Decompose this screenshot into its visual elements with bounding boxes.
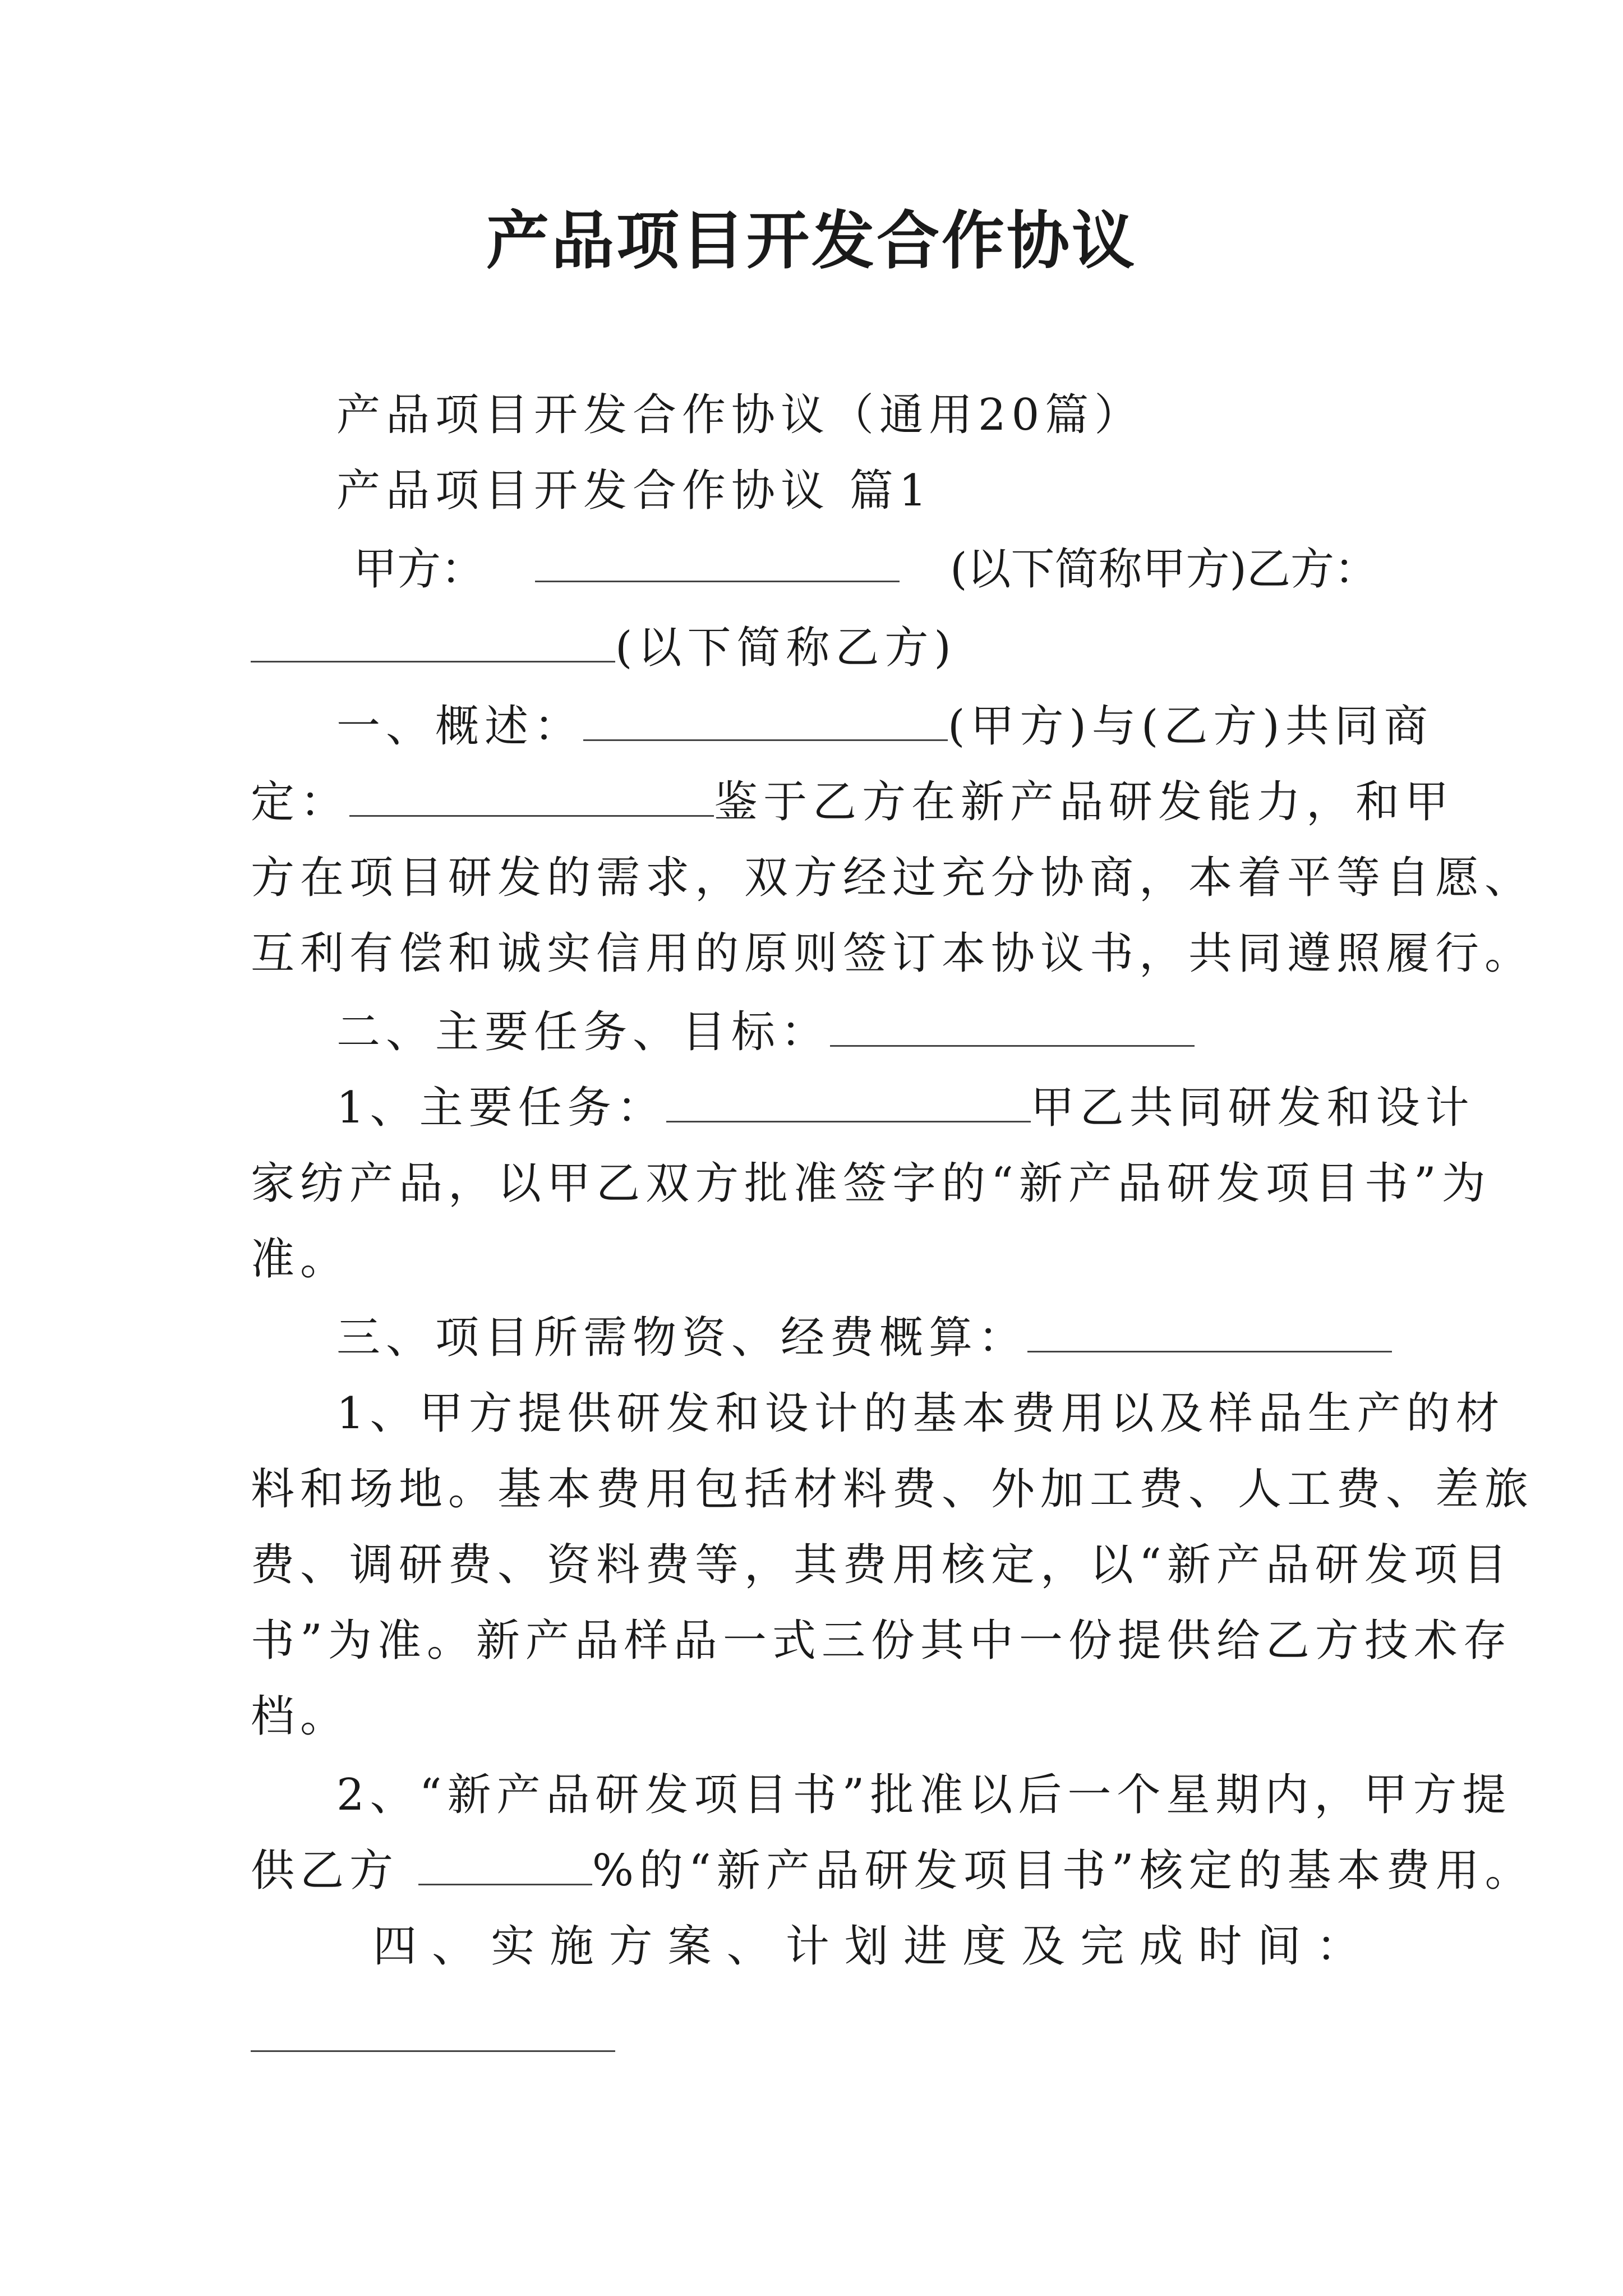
overview-line-2 [251,774,1455,830]
tasks-blank [830,1006,1195,1047]
task1-blank [666,1082,1031,1122]
plan-heading-char: 时 [1198,1921,1242,1972]
overview-agree-label: 定： [251,777,350,827]
document-subtitle: 产品项目开发合作协议（通用20篇） [336,390,1144,440]
tasks-line [336,1004,1378,1060]
plan-heading-char: 四 [373,1921,417,1972]
party-a-suffix: (以下简称甲方)乙方： [950,544,1378,595]
overview-blank [583,700,948,741]
overview-agree-tail: 鉴于乙方在新产品研发能力，和甲 [714,777,1455,827]
budget1-line-5: 档。 [251,1691,350,1742]
plan-heading-char: 进 [903,1921,947,1972]
budget1-line-4: 书”为准。新产品样品一式三份其中一份提供给乙方技术存 [251,1616,1513,1666]
overview-line-3: 方在项目研发的需求，双方经过充分协商，本着平等自愿、 [251,853,1534,903]
budget2-percent-blank [418,1844,592,1885]
plan-heading-char: 间 [1257,1921,1301,1972]
document-title: 产品项目开发合作协议 [486,204,1137,278]
task1-tail: 甲乙共同研发和设计 [1030,1083,1475,1133]
budget-blank [1027,1312,1392,1352]
overview-parties: (甲方)与(乙方)共同商 [948,701,1433,752]
plan-heading-char: 划 [844,1921,888,1972]
budget1-line-3: 费、调研费、资料费等，其费用核定，以“新产品研发项目 [251,1540,1513,1590]
plan-heading-char: 实 [491,1921,535,1972]
party-a-label: 甲方： [353,544,485,595]
budget2-line-2 [251,1843,1534,1899]
budget-label: 三、项目所需物资、经费概算： [336,1313,1028,1363]
plan-heading-char: 成 [1139,1921,1183,1972]
plan-heading-char: 及 [1021,1921,1066,1972]
party-a-blank [535,541,900,582]
task1-line-2: 家纺产品，以甲乙双方批准签字的“新产品研发项目书”为 [251,1158,1491,1209]
plan-heading-char: 案 [667,1921,712,1972]
overview-line-4: 互利有偿和诚实信用的原则签订本协议书，共同遵照履行。 [251,928,1534,979]
task1-line-1 [336,1080,1475,1136]
party-b-blank [251,622,615,662]
party-b-line [251,620,1378,676]
budget2-tail: %的“新产品研发项目书”核定的基本费用。 [592,1846,1534,1896]
plan-heading-char: ： [1316,1921,1360,1972]
overview-line-1 [336,698,1433,754]
plan-heading-char: 方 [608,1921,653,1972]
plan-heading-char: 、 [432,1921,476,1972]
budget2-line-1: 2、“新产品研发项目书”批准以后一个星期内，甲方提 [336,1770,1512,1820]
overview-label: 一、概述： [336,701,584,752]
plan-heading-char: 完 [1080,1921,1124,1972]
plan-heading-char: 、 [726,1921,771,1972]
task1-line-3: 准。 [251,1234,350,1285]
section-heading: 产品项目开发合作协议 篇1 [336,466,933,516]
budget1-line-2: 料和场地。基本费用包括材料费、外加工费、人工费、差旅 [251,1464,1534,1515]
overview-agree-blank [349,776,714,817]
tasks-label: 二、主要任务、目标： [336,1007,831,1057]
task1-label: 1、主要任务： [336,1083,666,1133]
budget-line [336,1310,1378,1366]
plan-blank [251,2050,615,2052]
plan-heading-char: 计 [785,1921,829,1972]
party-b-suffix: (以下简称乙方) [615,623,957,673]
plan-heading-char: 施 [550,1921,594,1972]
plan-heading-char: 度 [962,1921,1007,1972]
budget1-line-1: 1、甲方提供研发和设计的基本费用以及样品生产的材 [336,1388,1505,1439]
plan-heading-line [373,1918,1360,1975]
party-a-line [353,541,1378,597]
budget2-prefix: 供乙方 [251,1846,399,1896]
